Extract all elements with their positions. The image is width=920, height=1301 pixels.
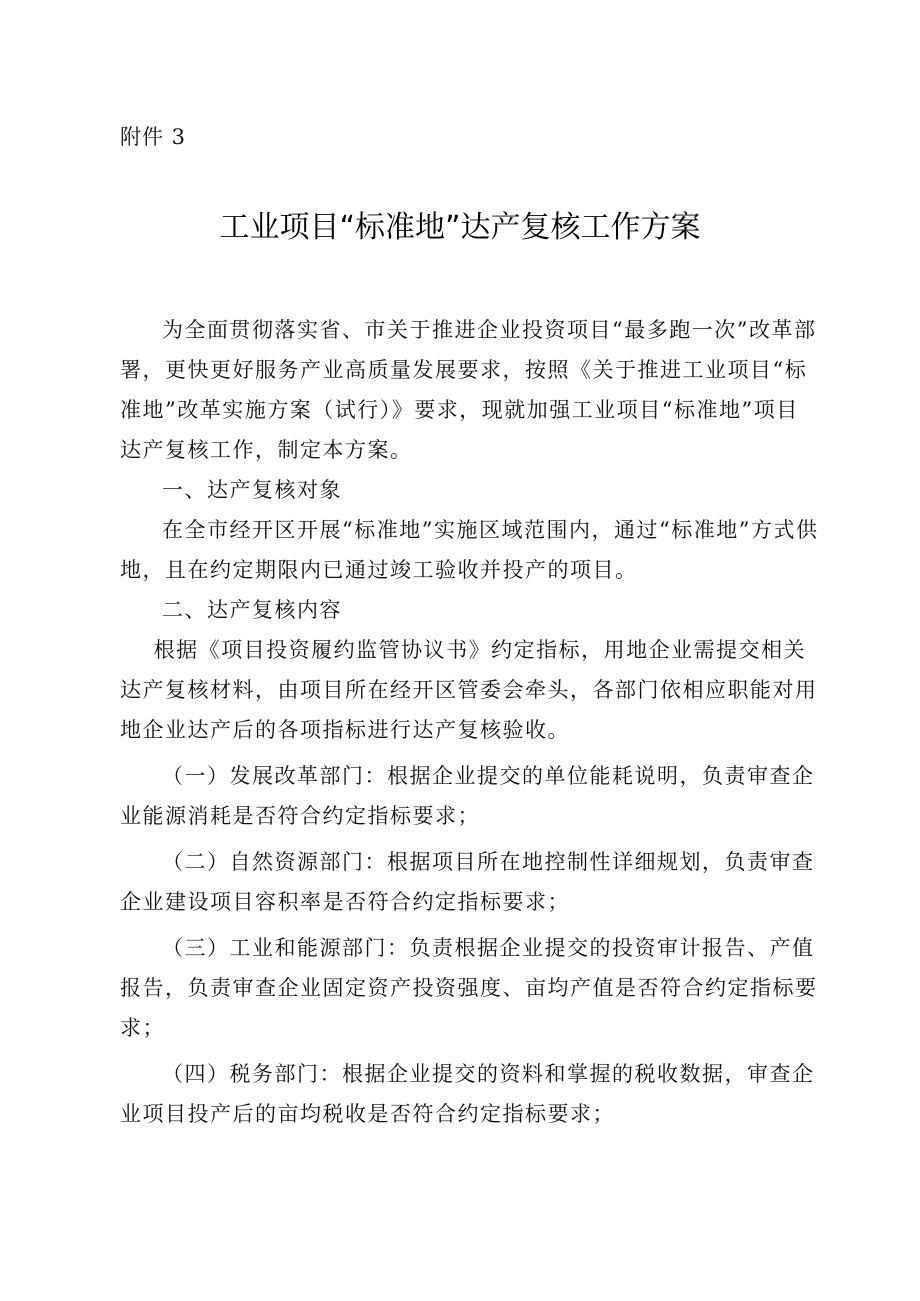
attachment-label: 附件 3 (120, 125, 187, 149)
document-body (120, 310, 820, 1134)
objects-paragraph: 在全市经开区开展“标准地”实施区域范围内，通过“标准地”方式供地，且在约定期限内已通过竣工验收并投产的项目。 (120, 518, 819, 582)
section-heading-objects: 一、达产复核对象 (162, 478, 342, 502)
item-taxation: （四）税务部门：根据企业提交的资料和掌握的税收数据，审查企业项目投产后的亩均税收是否符合约定指标要求； (120, 1062, 815, 1126)
item-natural-resources: （二）自然资源部门：根据项目所在地控制性详细规划，负责审查企业建设项目容积率是否符合约定指标要求； (120, 850, 815, 914)
intro-paragraph: 为全面贯彻落实省、市关于推进企业投资项目“最多跑一次”改革部署，更快更好服务产业高质量发展要求，按照《关于推进工业项目“标准地”改革实施方案（试行）》要求，现就加强工业项目“标准地”项目达产复核工作，制定本方案。 (120, 318, 817, 462)
item-industry-energy: （三）工业和能源部门：负责根据企业提交的投资审计报告、产值报告，负责审查企业固定资产投资强度、亩均产值是否符合约定指标要求； (120, 936, 818, 1040)
content-paragraph: 根据《项目投资履约监管协议书》约定指标，用地企业需提交相关达产复核材料，由项目所在经开区管委会牵头，各部门依相应职能对用地企业达产后的各项指标进行达产复核验收。 (120, 638, 818, 742)
document-title: 工业项目“标准地”达产复核工作方案 (219, 210, 701, 245)
item-development-reform: （一）发展改革部门：根据企业提交的单位能耗说明，负责审查企业能源消耗是否符合约定指标要求； (120, 764, 815, 828)
section-heading-content: 二、达产复核内容 (162, 598, 342, 622)
